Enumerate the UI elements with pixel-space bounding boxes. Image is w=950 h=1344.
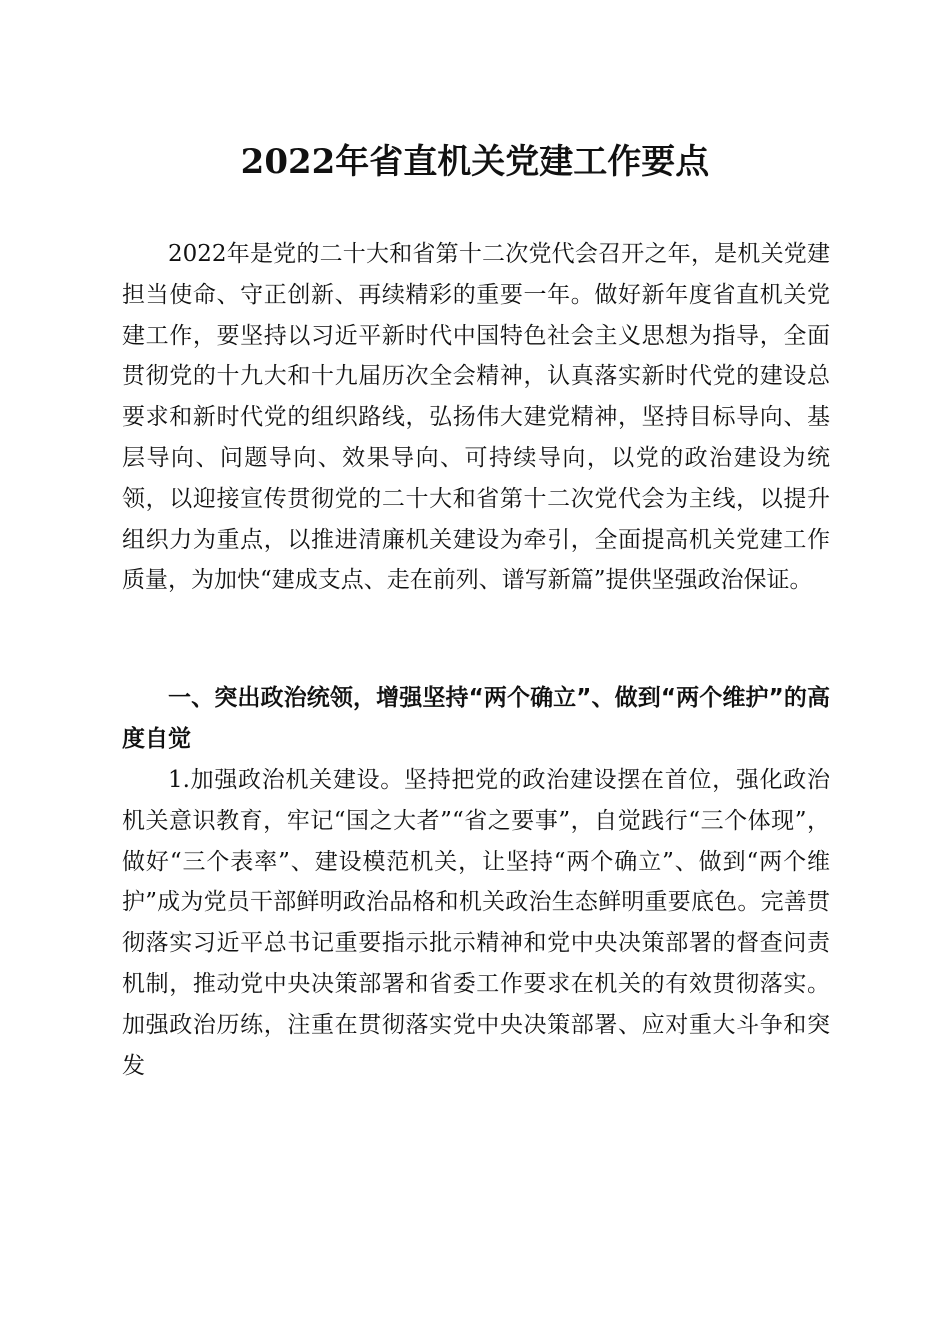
document-title: 2022年省直机关党建工作要点 xyxy=(240,142,710,182)
intro-paragraph: 2022年是党的二十大和省第十二次党代会召开之年，是机关党建担当使命、守正创新、再续精彩的重要一年。做好新年度省直机关党建工作，要坚持以习近平新时代中国特色社会主义思想为指导，全面贯彻党的十九大和十九届历次全会精神，认真落实新时代党的建设总要求和新时代党的组织路线，弘扬伟大建党精神，坚持目标导向、基层导向、问题导向、效果导向、可持续导向，以党的政治建设为统领，以迎接宣传贯彻党的二十大和省第十二次党代会为主线，以提升组织力为重点，以推进清廉机关建设为牵引，全面提高机关党建工作质量，为加快“建成支点、走在前列、谱写新篇”提供坚强政治保证。 xyxy=(122,241,830,594)
section-1-heading: 一、突出政治统领，增强坚持“两个确立”、做到“两个维护”的高度自觉 xyxy=(122,685,830,752)
item-1-paragraph: 1.加强政治机关建设。坚持把党的政治建设摆在首位，强化政治机关意识教育，牢记“国之大者”“省之要事”，自觉践行“三个体现”，做好“三个表率”、建设模范机关，让坚持“两个确立”、做到“两个维护”成为党员干部鲜明政治品格和机关政治生态鲜明重要底色。完善贯彻落实习近平总书记重要指示批示精神和党中央决策部署的督查问责机制，推动党中央决策部署和省委工作要求在机关的有效贯彻落实。加强政治历练，注重在贯彻落实党中央决策部署、应对重大斗争和突发 xyxy=(122,767,830,1079)
